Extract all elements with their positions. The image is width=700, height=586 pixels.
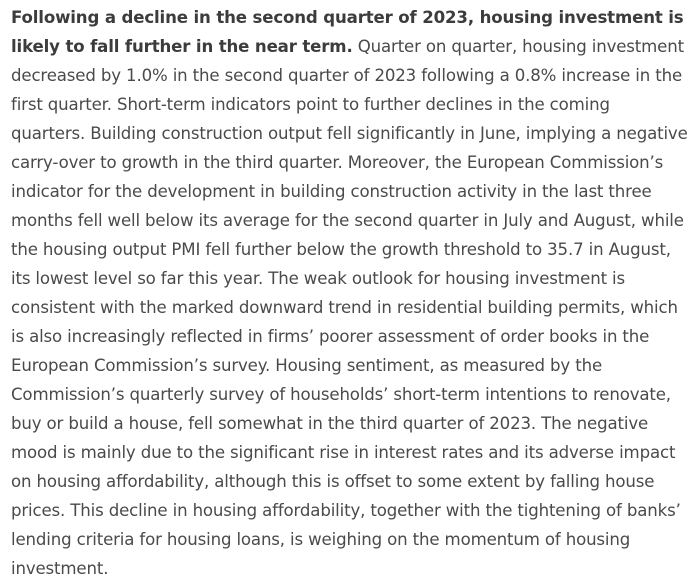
body-text: Quarter on quarter, housing investment decreased by 1.0% in the second quarter of 2023 following a 0.8% increase in the first quarter. Short-term indicators point to further declines in the coming quarters. Building construction output fell significantly in June, implying a negative carry-over to growth in the third quarter. Moreover, the European Commission’s indicator for the development in building construction activity in the last three months fell well below its average for the second quarter in July and August, while the housing output PMI fell further below the growth threshold to 35.7 in August, its lowest level so far this year. The weak outlook for housing investment is consistent with the marked downward trend in residential building permits, which is also increasingly reflected in firms’ poorer assessment of order books in the European Commission’s survey. Housing sentiment, as measured by the Commission’s quarterly survey of households’ short-term intentions to renovate, buy or build a house, fell somewhat in the third quarter of 2023. The negative mood is mainly due to the significant rise in interest rates and its adverse impact on housing affordability, although this is offset to some extent by falling house prices. This decline in housing affordability, together with the tightening of banks’ lending criteria for housing loans, is weighing on the momentum of housing investment. xyxy=(11,37,688,578)
body-paragraph xyxy=(11,3,688,583)
lead-sentence: Following a decline in the second quarter of 2023, housing investment is likely to fall further in the near term. xyxy=(11,8,684,56)
